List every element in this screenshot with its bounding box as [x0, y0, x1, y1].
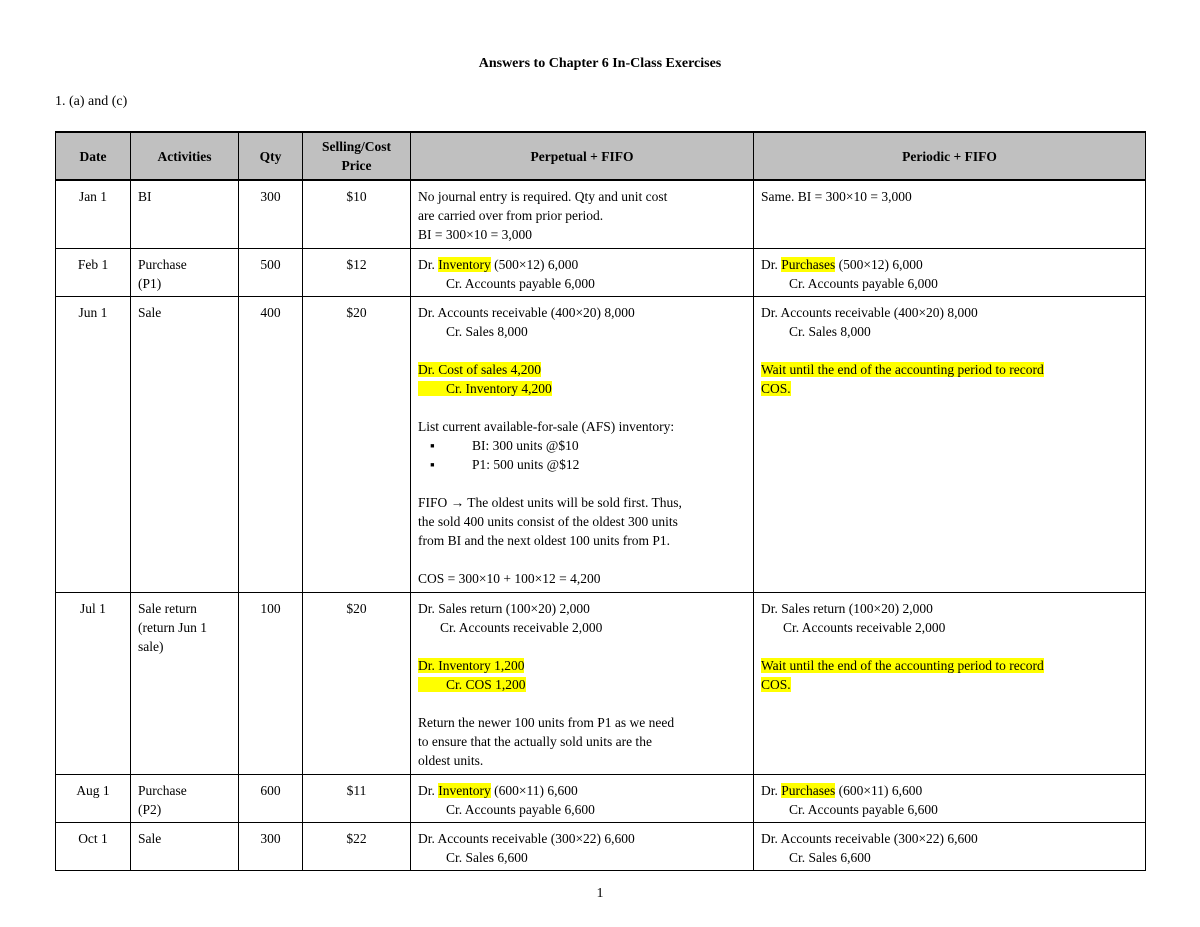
cell-qty: 100	[239, 592, 303, 774]
cell-date: Jan 1	[56, 180, 131, 248]
cell-price: $12	[303, 248, 411, 296]
cell-activity: Purchase (P2)	[131, 774, 239, 822]
cell-price: $20	[303, 592, 411, 774]
highlight: Wait until the end of the accounting period to record	[761, 361, 1044, 377]
table-row	[56, 592, 1146, 774]
cell-date: Feb 1	[56, 248, 131, 296]
cell-qty: 400	[239, 296, 303, 592]
cell-date: Jul 1	[56, 592, 131, 774]
highlight: Purchases	[781, 256, 836, 272]
highlight: Purchases	[781, 782, 836, 798]
highlight: COS.	[761, 676, 791, 692]
cell-perpetual: Dr. Inventory (600×11) 6,600 Cr. Accounts payable 6,600	[411, 774, 754, 822]
cell-perpetual: No journal entry is required. Qty and unit cost are carried over from prior period. BI = 300×10 = 3,000	[411, 180, 754, 248]
cell-perpetual: Dr. Accounts receivable (300×22) 6,600 Cr. Sales 6,600	[411, 822, 754, 870]
page-number: 1	[596, 886, 604, 901]
cell-perpetual: Dr. Inventory (500×12) 6,000 Cr. Accounts payable 6,000	[411, 248, 754, 296]
cell-qty: 600	[239, 774, 303, 822]
cell-perpetual: Dr. Sales return (100×20) 2,000 Cr. Accounts receivable 2,000 Dr. Inventory 1,200 Cr. COS 1,200 Return the newer 100 units from P1 as we need to ensure that the actually sold units are the oldest units.	[411, 592, 754, 774]
cell-date: Oct 1	[56, 822, 131, 870]
table-row	[56, 248, 1146, 296]
highlight: Dr. Inventory 1,200	[418, 657, 525, 673]
table-row	[56, 296, 1146, 592]
section-label: 1. (a) and (c)	[55, 94, 128, 109]
cell-price: $22	[303, 822, 411, 870]
cell-activity: Sale	[131, 296, 239, 592]
cell-perpetual: Dr. Accounts receivable (400×20) 8,000 Cr. Sales 8,000 Dr. Cost of sales 4,200 Cr. Inventory 4,200 List current available-for-sale (AFS) inventory: ▪ BI: 300 units @$10 ▪ P1: 500 units @$12 FIFO → The oldest units will be sold first. Thus, the sold 400 units consist of the oldest 300 units from BI and the next oldest 100 units from P1. COS = 300×10 + 100×12 = 4,200	[411, 296, 754, 592]
header-perpetual: Perpetual + FIFO	[411, 132, 754, 180]
cell-price: $11	[303, 774, 411, 822]
list-item: ▪ BI: 300 units @$10	[430, 437, 579, 453]
header-qty: Qty	[239, 132, 303, 180]
document-title: Answers to Chapter 6 In-Class Exercises	[478, 56, 722, 71]
table-row	[56, 180, 1146, 248]
header-periodic: Periodic + FIFO	[754, 132, 1146, 180]
cell-periodic: Dr. Purchases (500×12) 6,000 Cr. Accounts payable 6,000	[754, 248, 1146, 296]
cell-periodic: Same. BI = 300×10 = 3,000	[754, 180, 1146, 248]
cell-qty: 300	[239, 822, 303, 870]
highlight: Inventory	[438, 256, 491, 272]
list-item: ▪ P1: 500 units @$12	[430, 456, 580, 472]
highlight: Wait until the end of the accounting period to record	[761, 657, 1044, 673]
header-price: Selling/Cost Price	[303, 132, 411, 180]
highlight: Dr. Cost of sales 4,200	[418, 361, 541, 377]
cell-activity: Sale return (return Jun 1 sale)	[131, 592, 239, 774]
cell-activity: BI	[131, 180, 239, 248]
cell-date: Jun 1	[56, 296, 131, 592]
cell-price: $20	[303, 296, 411, 592]
cell-periodic: Dr. Accounts receivable (300×22) 6,600 Cr. Sales 6,600	[754, 822, 1146, 870]
cell-qty: 300	[239, 180, 303, 248]
highlight: Cr. Inventory 4,200	[418, 381, 552, 396]
table-row	[56, 822, 1146, 870]
cell-activity: Purchase (P1)	[131, 248, 239, 296]
cell-periodic: Dr. Sales return (100×20) 2,000 Cr. Accounts receivable 2,000 Wait until the end of the accounting period to record COS.	[754, 592, 1146, 774]
table-header-row	[56, 132, 1146, 180]
header-date: Date	[56, 132, 131, 180]
highlight: Inventory	[438, 782, 491, 798]
cell-periodic: Dr. Purchases (600×11) 6,600 Cr. Accounts payable 6,600	[754, 774, 1146, 822]
table-row	[56, 774, 1146, 822]
cell-periodic: Dr. Accounts receivable (400×20) 8,000 Cr. Sales 8,000 Wait until the end of the accounting period to record COS.	[754, 296, 1146, 592]
highlight: COS.	[761, 380, 791, 396]
journal-entries-table	[55, 131, 1146, 871]
cell-qty: 500	[239, 248, 303, 296]
cell-activity: Sale	[131, 822, 239, 870]
cell-price: $10	[303, 180, 411, 248]
highlight: Cr. COS 1,200	[418, 677, 526, 692]
cell-date: Aug 1	[56, 774, 131, 822]
header-activities: Activities	[131, 132, 239, 180]
